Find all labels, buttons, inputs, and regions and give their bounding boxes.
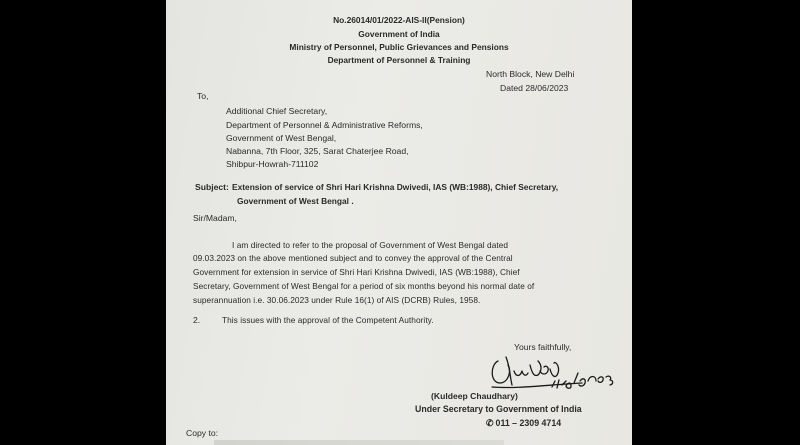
phone-line xyxy=(486,419,561,428)
addressee-line: Government of West Bengal, xyxy=(226,133,337,143)
right-black-border xyxy=(632,0,800,445)
addressee-line: Additional Chief Secretary, xyxy=(226,106,328,116)
signatory-designation: Under Secretary to Government of India xyxy=(415,404,582,414)
department-line: Department of Personnel & Training xyxy=(327,55,471,65)
phone-icon: ✆ xyxy=(486,418,494,428)
paragraph-1-line: Secretary, Government of West Bengal for a period of six months beyond his normal date of xyxy=(193,281,535,291)
paragraph-2-number: 2. xyxy=(193,315,201,325)
paragraph-1-line: 09.03.2023 on the above mentioned subject and to convey the approval of the Central xyxy=(193,253,513,263)
subject-line-1: Extension of service of Shri Hari Krishna Dwivedi, IAS (WB:1988), Chief Secretary, xyxy=(232,182,559,192)
addressee-line: Nabanna, 7th Floor, 325, Sarat Chaterjee Road, xyxy=(226,146,409,156)
yours-faithfully: Yours faithfully, xyxy=(514,342,572,352)
paragraph-1-line: I am directed to refer to the proposal of Government of West Bengal dated xyxy=(232,240,509,250)
signatory-name: (Kuldeep Chaudhary) xyxy=(431,391,518,401)
to-label: To, xyxy=(197,91,209,101)
handwritten-signature xyxy=(486,347,626,395)
cut-off-text-row xyxy=(214,440,504,445)
file-number: No.26014/01/2022-AIS-II(Pension) xyxy=(333,15,465,25)
paragraph-2-text: This issues with the approval of the Competent Authority. xyxy=(222,315,434,325)
left-black-border xyxy=(0,0,166,445)
paragraph-1-line: Government for extension in service of Shri Hari Krishna Dwivedi, IAS (WB:1988), Chief xyxy=(193,267,520,277)
addressee-line: Department of Personnel & Administrative Reforms, xyxy=(226,120,423,130)
subject-line-2: Government of West Bengal . xyxy=(237,196,354,206)
place: North Block, New Delhi xyxy=(486,69,575,79)
copy-to: Copy to: xyxy=(186,428,219,438)
ministry-line: Ministry of Personnel, Public Grievances and Pensions xyxy=(289,42,509,52)
phone-number: 011 – 2309 4714 xyxy=(495,418,562,428)
government-line: Government of India xyxy=(358,29,440,39)
addressee-line: Shibpur-Howrah-711102 xyxy=(226,159,319,169)
subject-label: Subject: xyxy=(195,182,229,192)
paragraph-1-line: superannuation i.e. 30.06.2023 under Rule 16(1) of AIS (DCRB) Rules, 1958. xyxy=(193,295,481,305)
dated: Dated 28/06/2023 xyxy=(500,83,569,93)
letter-page xyxy=(166,0,632,445)
salutation: Sir/Madam, xyxy=(193,213,237,223)
